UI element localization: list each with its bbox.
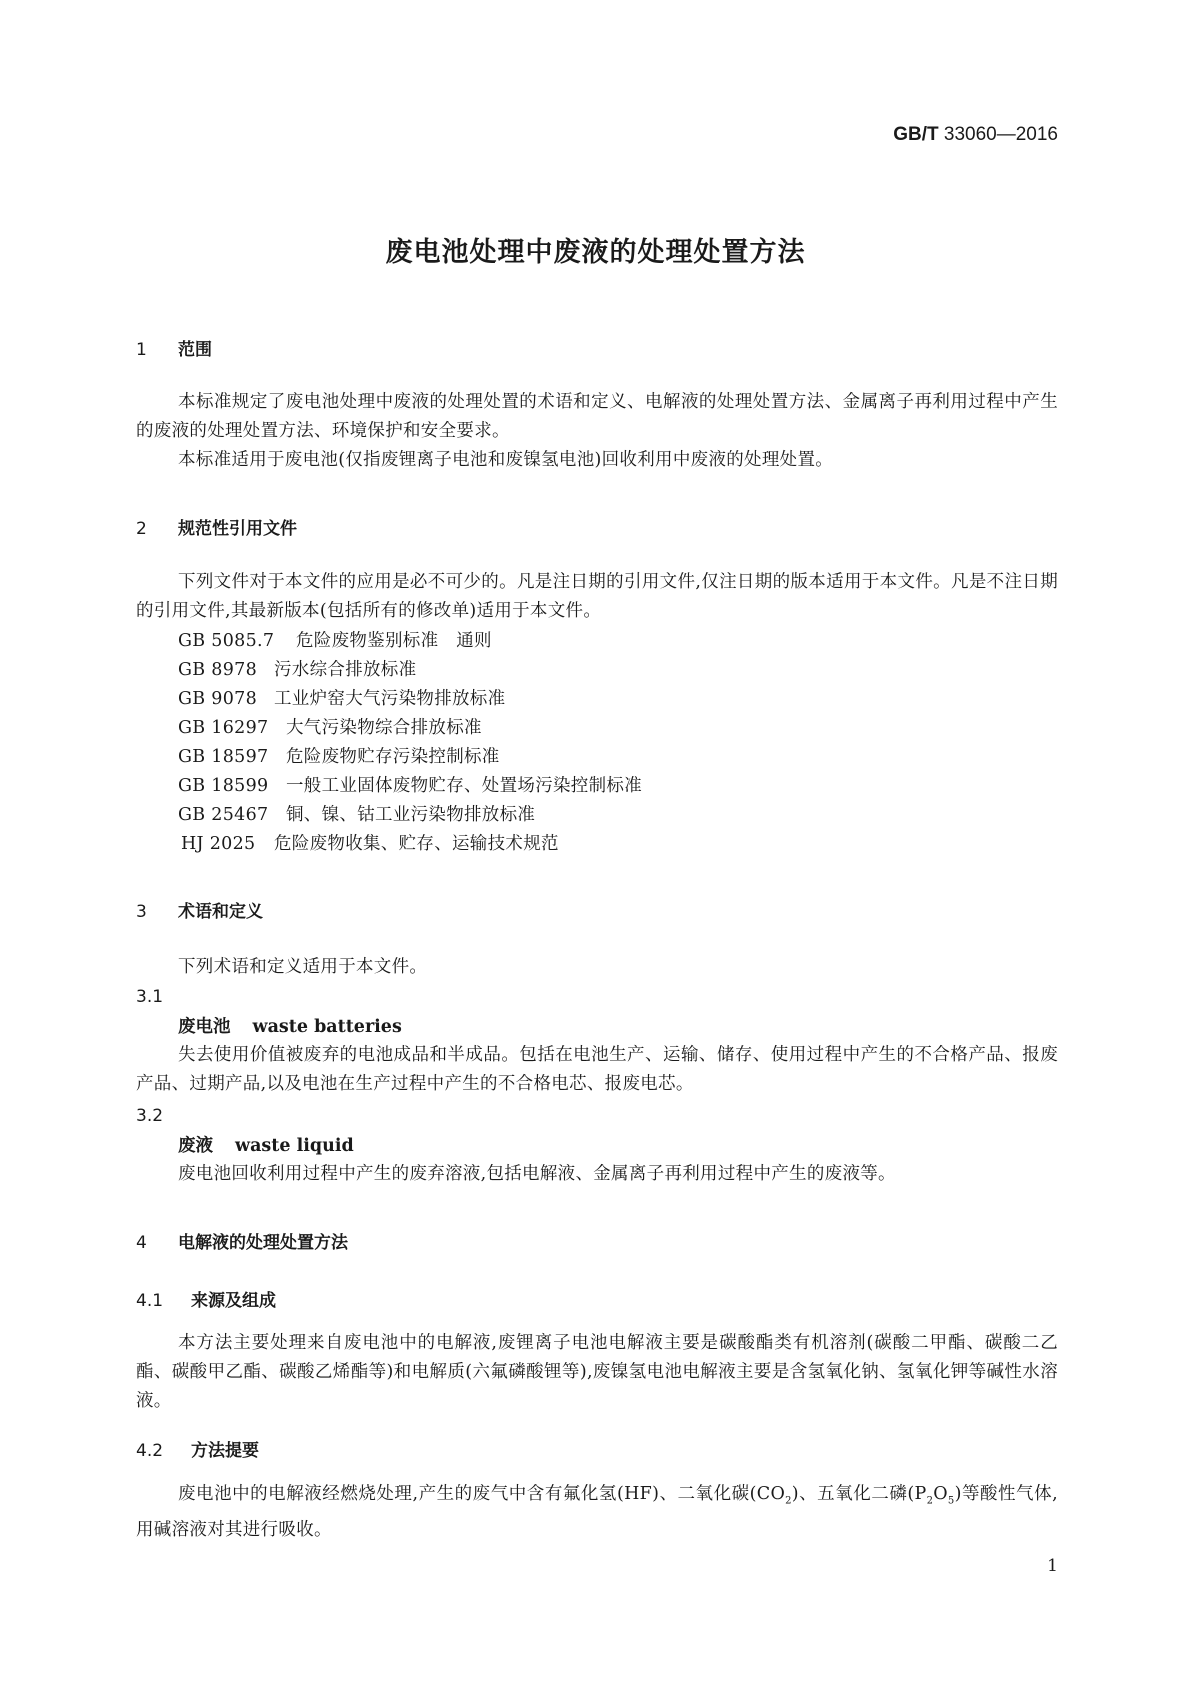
section-1-paragraph-1: 本标准规定了废电池处理中废液的处理处置的术语和定义、电解液的处理处置方法、金属离子再利用过程中产生的废液的处理处置方法、环境保护和安全要求。 xyxy=(136,392,1058,441)
reference-item xyxy=(178,714,482,743)
term-name xyxy=(178,1013,402,1038)
term-name-en: waste batteries xyxy=(252,1017,402,1037)
section-number: 3 xyxy=(136,902,147,922)
reference-item xyxy=(181,830,559,859)
subsection-title: 方法提要 xyxy=(191,1441,259,1461)
subsection-4-2-paragraph xyxy=(136,1480,1058,1545)
section-number: 4 xyxy=(136,1233,147,1253)
reference-name: 危险废物收集、贮存、运输技术规范 xyxy=(274,834,559,854)
term-number: 3.2 xyxy=(136,1106,164,1126)
section-title: 术语和定义 xyxy=(178,902,263,922)
subscript: 5 xyxy=(947,1495,955,1507)
term-definition: 废电池回收利用过程中产生的废弃溶液,包括电解液、金属离子再利用过程中产生的废液等。 xyxy=(178,1164,896,1184)
reference-code: GB 9078 xyxy=(178,689,258,709)
section-number: 2 xyxy=(136,519,147,539)
reference-item xyxy=(178,801,535,830)
reference-name: 大气污染物综合排放标准 xyxy=(286,718,482,738)
reference-code: GB 18599 xyxy=(178,776,269,796)
standard-prefix: GB/T xyxy=(893,124,939,145)
reference-code: HJ 2025 xyxy=(181,834,256,854)
section-title: 电解液的处理处置方法 xyxy=(178,1233,348,1253)
reference-item xyxy=(178,743,500,772)
reference-code: GB 18597 xyxy=(178,747,269,767)
subscript: 2 xyxy=(785,1495,792,1507)
reference-name: 污水综合排放标准 xyxy=(274,660,417,680)
reference-code: GB 25467 xyxy=(178,805,269,825)
section-4-heading xyxy=(136,1228,348,1253)
term-definition: 失去使用价值被废弃的电池成品和半成品。包括在电池生产、运输、储存、使用过程中产生的不合格产品、报废产品、过期产品,以及电池在生产过程中产生的不合格电芯、报废电芯。 xyxy=(136,1045,1058,1094)
term-name-zh: 废液 xyxy=(178,1136,213,1156)
section-3-paragraph-1: 下列术语和定义适用于本文件。 xyxy=(178,957,428,977)
subsection-4-1-heading xyxy=(136,1286,276,1311)
reference-code: GB 5085.7 xyxy=(178,631,275,651)
document-title: 废电池处理中废液的处理处置方法 xyxy=(385,237,806,268)
reference-item xyxy=(178,627,492,656)
reference-name: 工业炉窑大气污染物排放标准 xyxy=(274,689,506,709)
section-title: 范围 xyxy=(178,340,212,360)
term-name-zh: 废电池 xyxy=(178,1017,231,1037)
reference-name: 一般工业固体废物贮存、处置场污染控制标准 xyxy=(286,776,642,796)
subsection-number: 4.1 xyxy=(136,1291,164,1311)
section-3-heading xyxy=(136,897,263,922)
reference-code: GB 8978 xyxy=(178,660,258,680)
section-1-paragraph-2: 本标准适用于废电池(仅指废锂离子电池和废镍氢电池)回收利用中废液的处理处置。 xyxy=(178,450,834,470)
subsection-number: 4.2 xyxy=(136,1441,164,1461)
term-name-en: waste liquid xyxy=(235,1136,354,1156)
standard-code xyxy=(893,124,1058,146)
text-run: )、五氧化二磷(P xyxy=(791,1484,927,1504)
page-number: 1 xyxy=(1047,1556,1058,1576)
text-run: )等酸性气体,用碱溶液对其进行吸收。 xyxy=(136,1484,1058,1540)
section-title: 规范性引用文件 xyxy=(178,519,297,539)
reference-item xyxy=(178,656,416,685)
section-1-heading xyxy=(136,335,212,360)
subsection-title: 来源及组成 xyxy=(191,1291,276,1311)
reference-code: GB 16297 xyxy=(178,718,269,738)
reference-name: 铜、镍、钴工业污染物排放标准 xyxy=(286,805,536,825)
term-name xyxy=(178,1132,354,1157)
reference-item xyxy=(178,685,505,714)
text-run: 废电池中的电解液经燃烧处理,产生的废气中含有氟化氢(HF)、二氧化碳(CO xyxy=(178,1484,786,1504)
section-number: 1 xyxy=(136,340,147,360)
reference-name: 危险废物贮存污染控制标准 xyxy=(286,747,500,767)
subscript: 2 xyxy=(926,1495,934,1507)
term-number: 3.1 xyxy=(136,987,164,1007)
standard-number: 33060—2016 xyxy=(943,124,1058,145)
text-run: O xyxy=(933,1484,948,1504)
reference-name: 危险废物鉴别标准 通则 xyxy=(296,631,492,651)
section-2-heading xyxy=(136,514,297,539)
subsection-4-1-paragraph: 本方法主要处理来自废电池中的电解液,废锂离子电池电解液主要是碳酸酯类有机溶剂(碳酸二甲酯、碳酸二乙酯、碳酸甲乙酯、碳酸乙烯酯等)和电解质(六氟磷酸锂等),废镍氢电池电解液主要是含氢氧化钠、氢氧化钾等碱性水溶液。 xyxy=(136,1333,1058,1411)
reference-item xyxy=(178,772,642,801)
subsection-4-2-heading xyxy=(136,1436,259,1461)
section-2-paragraph-1: 下列文件对于本文件的应用是必不可少的。凡是注日期的引用文件,仅注日期的版本适用于本文件。凡是不注日期的引用文件,其最新版本(包括所有的修改单)适用于本文件。 xyxy=(136,572,1058,621)
